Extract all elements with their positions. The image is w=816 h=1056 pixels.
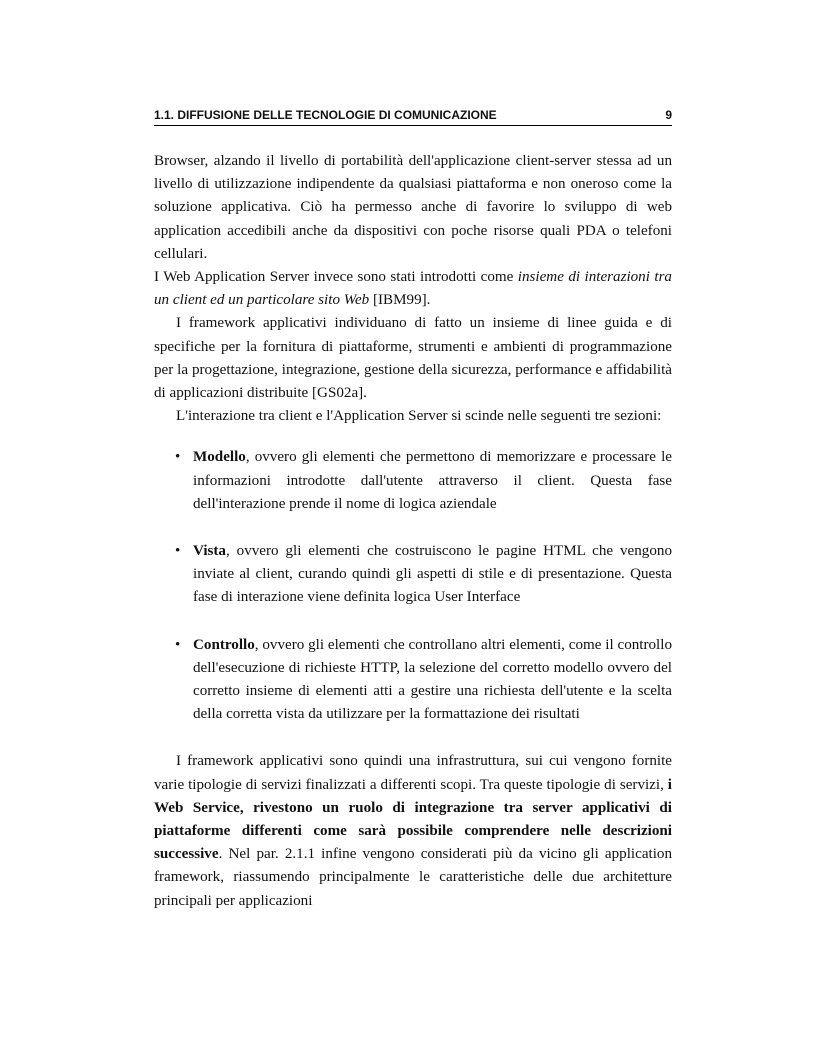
list-item [154,446,672,516]
section-title: 1.1. DIFFUSIONE DELLE TECNOLOGIE DI COMUNICAZIONE [154,108,497,122]
header-rule [154,125,672,126]
list-item [154,634,672,727]
paragraph-5-emphasis: i Web Service, rivestono un ruolo di integrazione tra server applicativi di piattaforme differenti come sarà possibile comprendere nelle descrizioni successive [154,776,672,863]
body-text [154,150,672,913]
list-item-text: , ovvero gli elementi che costruiscono le pagine HTML che vengono inviate al client, curando quindi gli aspetti di stile e di presentazione. Questa fase di interazione viene definita logica User Interface [193,543,672,606]
paragraph-5 [154,750,672,912]
running-header [154,107,672,123]
page-number: 9 [665,108,672,122]
paragraph-2-emphasis: insieme di interazioni tra un client ed un particolare sito Web [154,269,672,309]
list-item-term: Controllo [193,636,255,653]
paragraph-3: I framework applicativi individuano di fatto un insieme di linee guida e di specifiche per la fornitura di piattaforme, strumenti e ambienti di programmazione per la progettazione, integrazione, gestione della sicurezza, performance e affidabilità di applicazioni distribuite [GS02a]. [154,315,672,402]
list-item-term: Vista [193,543,226,560]
paragraph-2-citation: [IBM99]. [369,292,431,309]
paragraph-2 [154,266,672,312]
paragraph-2-text: I Web Application Server invece sono stati introdotti come [154,269,518,286]
list-item [154,540,672,610]
bullet-icon: • [175,543,181,560]
bullet-icon: • [175,636,181,653]
list-item-text: , ovvero gli elementi che permettono di memorizzare e processare le informazioni introdotte dall'utente attraverso il client. Questa fase dell'interazione prende il nome di logica aziendale [193,449,672,512]
list-item-term: Modello [193,449,246,466]
paragraph-1: Browser, alzando il livello di portabilità dell'applicazione client-server stessa ad un livello di utilizzazione indipendente da qualsiasi piattaforma e non oneroso come la soluzione applicativa. Ciò ha permesso anche di favorire lo sviluppo di web application accedibili anche da dispositivi con poche risorse quali PDA o telefoni cellulari. [154,153,672,262]
paragraph-4: L'interazione tra client e l'Application Server si scinde nelle seguenti tre sezioni: [176,408,662,425]
bullet-list [154,446,672,726]
bullet-icon: • [175,449,181,466]
paragraph-5-tail: . Nel par. 2.1.1 infine vengono considerati più da vicino gli application framework, riassumendo principalmente le caratteristiche delle due architetture principali per applicazioni [154,846,672,909]
paragraph-5-text: I framework applicativi sono quindi una infrastruttura, sui cui vengono fornite varie tipologie di servizi finalizzati a differenti scopi. Tra queste tipologie di servizi, [154,753,672,793]
list-item-text: , ovvero gli elementi che controllano altri elementi, come il controllo dell'esecuzione di richieste HTTP, la selezione del corretto modello ovvero del corretto insieme di elementi atti a gestire una richiesta dell'utente e la scelta della corretta vista da utilizzare per la formattazione dei risultati [193,636,672,723]
